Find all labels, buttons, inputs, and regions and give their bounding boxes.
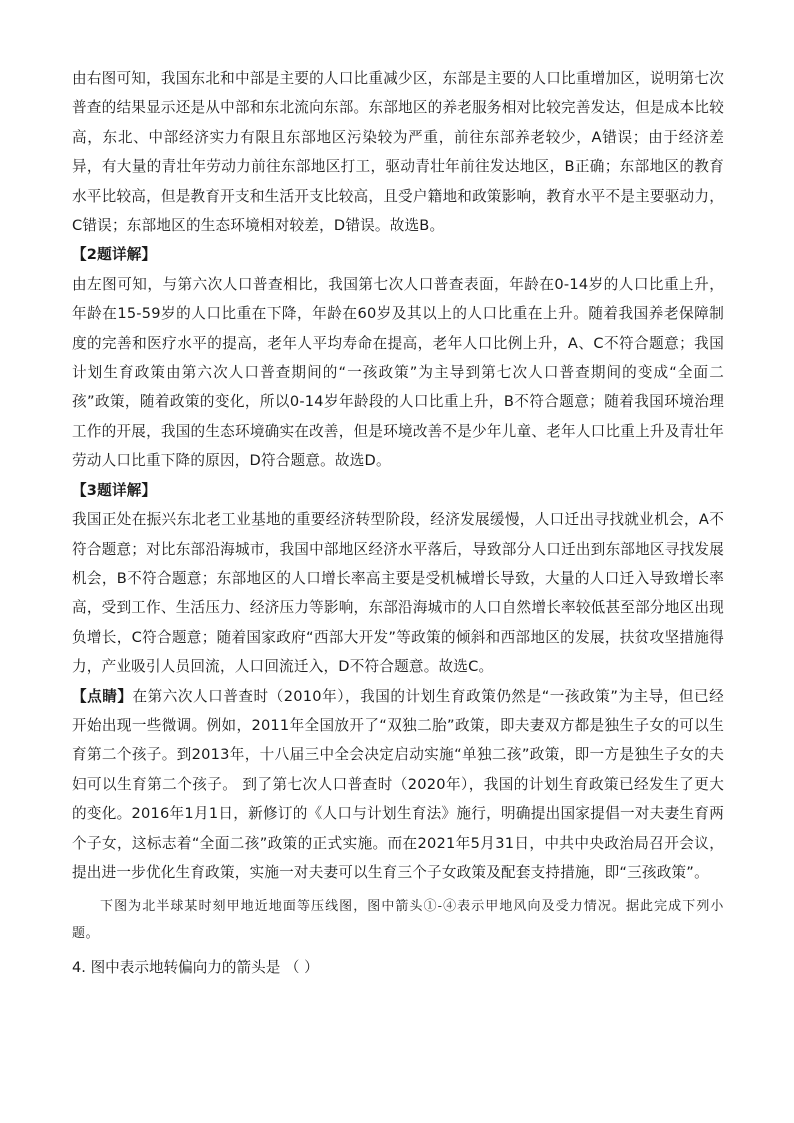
highlight-paragraph — [72, 682, 724, 888]
q2-heading: 【2题详解】 — [72, 246, 157, 264]
highlight-text: 在第六次人口普查时（2010年），我国的计划生育政策仍然是“一孩政策”为主导，但已经开始出现一些微调。例如，2011年全国放开了“双独二胎”政策，即夫妻双方都是独生子女的可以生育第二个孩子。到2013年，十八届三中全会决定启动实施“单独二孩”政策，即一方是独生子女的夫妇可以生育第二个孩子。 到了第七次人口普查时（2020年），我国的计划生育政策已经发生了更大的变化。2016年1月1日，新修订的《人口与计划生育法》施行，明确提出国家提倡一对夫妻生育两个子女，这标志着“全面二孩”政策的正式实施。而在2021年5月31日，中共中央政治局召开会议，提出进一步优化生育政策，实施一对夫妻可以生育三个子女政策及配套支持措施，即“三孩政策”。 — [72, 687, 724, 881]
explanation-q2: 由左图可知，与第六次人口普查相比，我国第七次人口普查表面，年龄在0-14岁的人口比重上升，年龄在15-59岁的人口比重在下降，年龄在60岁及其以上的人口比重在上升。随着我国养老保障制度的完善和医疗水平的提高，老年人平均寿命在提高，老年人口比例上升，A、C不符合题意；我国计划生育政策由第六次人口普查期间的“一孩政策”为主导到第七次人口普查期间的变成“全面二孩”政策，随着政策的变化，所以0-14岁年龄段的人口比重上升，B不符合题意；随着我国环境治理工作的开展，我国的生态环境确实在改善，但是环境改善不是少年儿童、老年人口比重上升及青壮年劳动人口比重下降的原因，D符合题意。故选D。 — [72, 275, 724, 470]
page-content — [72, 64, 724, 982]
q3-heading: 【3题详解】 — [72, 481, 157, 499]
material-intro: 下图为北半球某时刻甲地近地面等压线图，图中箭头①-④表示甲地风向及受力情况。据此完成下列小题。 — [72, 899, 724, 942]
highlight-label: 【点睛】 — [72, 687, 133, 705]
explanation-q1: 由右图可知，我国东北和中部是主要的人口比重减少区，东部是主要的人口比重增加区，说明第七次普查的结果显示还是从中部和东北流向东部。东部地区的养老服务相对比较完善发达，但是成本比较高，东北、中部经济实力有限且东部地区污染较为严重，前往东部养老较少，A错误；由于经济差异，有大量的青壮年劳动力前往东部地区打工，驱动青壮年前往发达地区，B正确；东部地区的教育水平比较高，但是教育开支和生活开支比较高，且受户籍地和政策影响，教育水平不是主要驱动力，C错误；东部地区的生态环境相对较差，D错误。故选B。 — [72, 70, 724, 235]
question-4: 4. 图中表示地转偏向力的箭头是 （ ） — [72, 959, 319, 977]
explanation-q3: 我国正处在振兴东北老工业基地的重要经济转型阶段，经济发展缓慢，人口迁出寻找就业机会，A不符合题意；对比东部沿海城市，我国中部地区经济水平落后，导致部分人口迁出到东部地区寻找发展机会，B不符合题意；东部地区的人口增长率高主要是受机械增长导致，大量的人口迁入导致增长率高，受到工作、生活压力、经济压力等影响，东部沿海城市的人口自然增长率较低甚至部分地区出现负增长，C符合题意；随着国家政府“西部大开发”等政策的倾斜和西部地区的发展，扶贫攻坚措施得力，产业吸引人员回流，人口回流迁入，D不符合题意。故选C。 — [72, 511, 724, 676]
